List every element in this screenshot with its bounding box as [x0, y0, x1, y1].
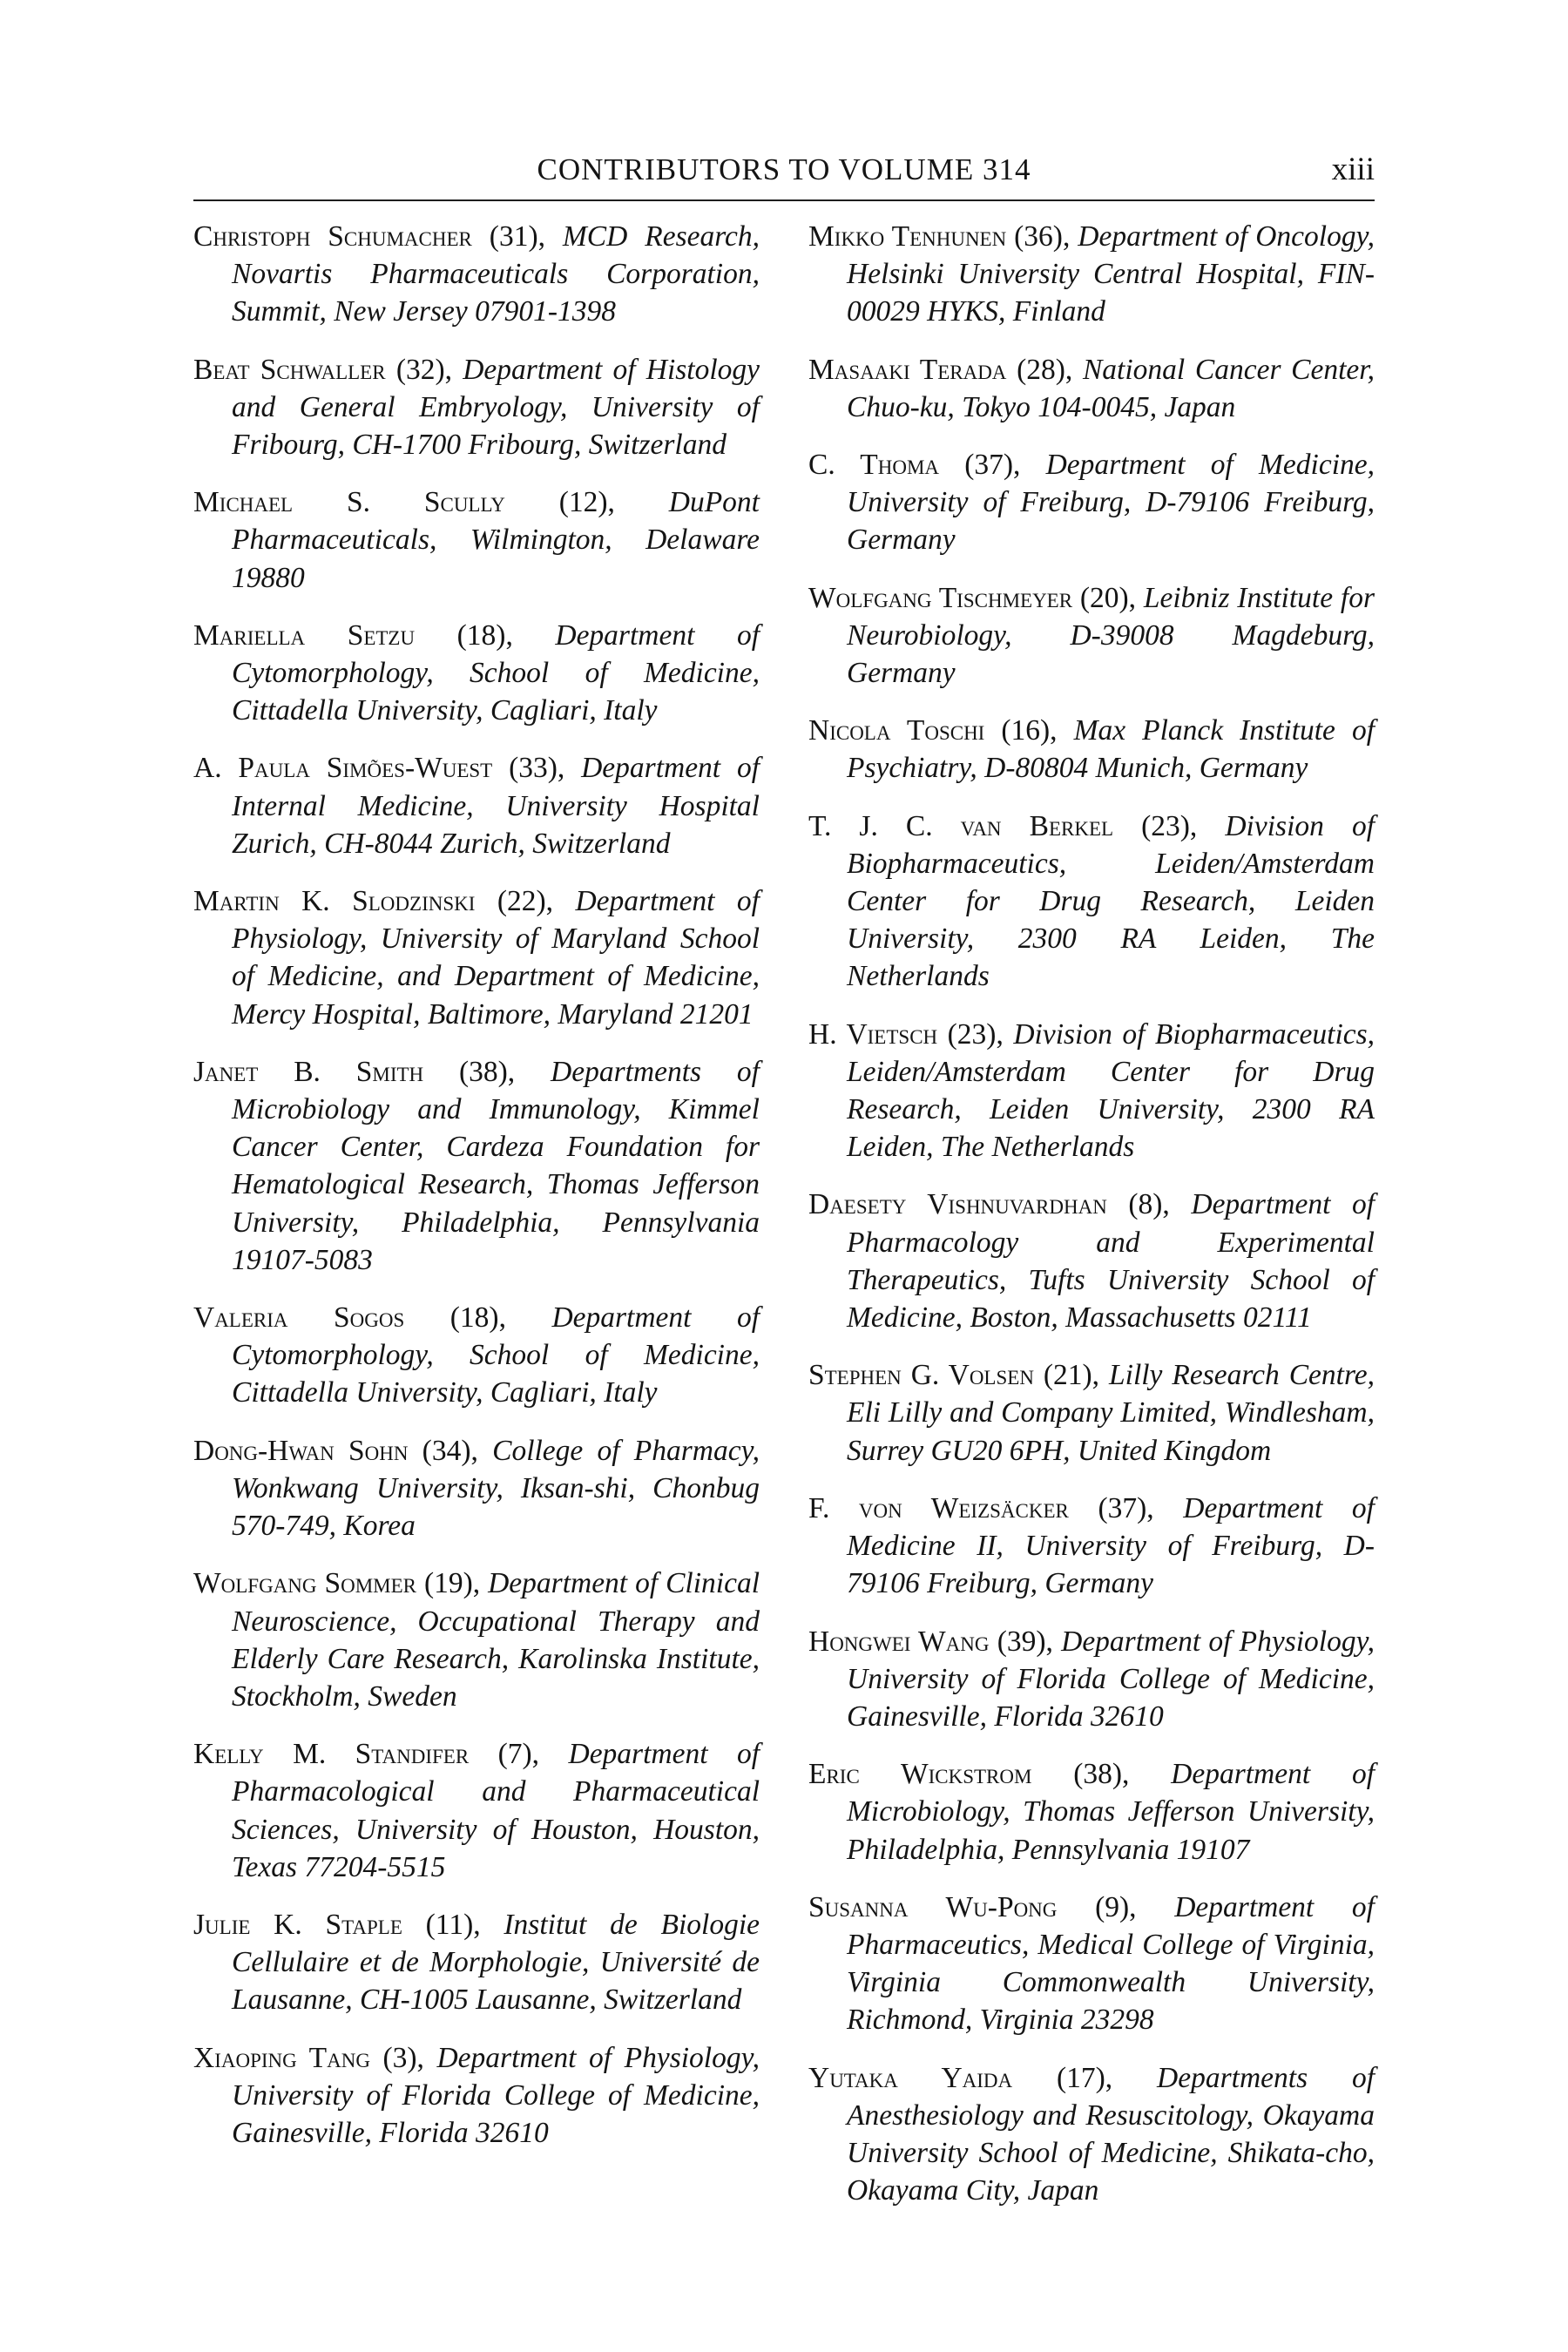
contributor-affiliation: Lilly Research Centre, Eli Lilly and Company Limited, Windlesham, Surrey GU20 6PH, United Kingdom [847, 1359, 1375, 1467]
contributor-entry [193, 1299, 760, 1412]
contributor-entry [193, 2039, 760, 2153]
chapter-number: (20), [1079, 581, 1137, 614]
page-number: xiii [1331, 152, 1375, 187]
contributor-name: T. J. C. van Berkel [808, 809, 1114, 842]
chapter-number: (34), [422, 1434, 478, 1467]
contributor-entry [808, 1889, 1375, 2039]
contributor-name: Kelly M. Standifer [193, 1738, 470, 1771]
running-title: CONTRIBUTORS TO VOLUME 314 [537, 152, 1031, 186]
contributor-entry [193, 1565, 760, 1715]
contributor-affiliation: Max Planck Institute of Psychiatry, D-80804 Munich, Germany [847, 714, 1375, 785]
contributor-affiliation: Departments of Microbiology and Immunology, Kimmel Cancer Center, Cardeza Foundation for Hematological Research, Thomas Jefferson University, Philadelphia, Pennsylvania 19107-5083 [232, 1055, 760, 1276]
contributor-entry [193, 882, 760, 1033]
contributor-entry [808, 1623, 1375, 1736]
chapter-number: (23), [947, 1017, 1004, 1051]
contributor-entry [808, 446, 1375, 559]
chapter-number: (31), [489, 220, 545, 253]
contributor-name: Christoph Schumacher [193, 220, 472, 253]
contributor-entry [808, 1016, 1375, 1166]
contributor-affiliation: Department of Cytomorphology, School of Medicine, Cittadella University, Cagliari, Italy [232, 1301, 760, 1409]
contributor-entry [808, 1356, 1375, 1470]
contributor-affiliation: Department of Physiology, University of Florida College of Medicine, Gainesville, Florida 32610 [232, 2041, 760, 2149]
contributor-affiliation: National Cancer Center, Chuo-ku, Tokyo 104-0045, Japan [847, 353, 1375, 423]
contributor-name: Nicola Toschi [808, 714, 985, 747]
contributor-entry [808, 351, 1375, 426]
contributor-affiliation: Department of Cytomorphology, School of Medicine, Cittadella University, Cagliari, Italy [232, 618, 760, 727]
chapter-number: (18), [456, 618, 513, 652]
contributor-name: Yutaka Yaida [808, 2061, 1013, 2094]
contributor-name: Janet B. Smith [193, 1055, 424, 1088]
page-header [193, 151, 1375, 196]
contributor-affiliation: Department of Medicine II, University of Freiburg, D-79106 Freiburg, Germany [847, 1491, 1375, 1600]
chapter-number: (18), [449, 1301, 506, 1335]
contributor-name: Xiaoping Tang [193, 2041, 370, 2074]
contributor-affiliation: Department of Pharmacological and Pharmaceutical Sciences, University of Houston, Houston, Texas 77204-5515 [232, 1738, 760, 1883]
contributor-name: Michael S. Scully [193, 486, 505, 519]
chapter-number: (22), [497, 885, 554, 918]
contributor-affiliation: MCD Research, Novartis Pharmaceuticals Corporation, Summit, New Jersey 07901-1398 [232, 220, 760, 328]
chapter-number: (16), [1001, 714, 1058, 747]
chapter-number: (17), [1057, 2061, 1113, 2094]
chapter-number: (32), [395, 353, 452, 386]
chapter-number: (37), [1098, 1491, 1154, 1524]
contributor-entry [808, 808, 1375, 996]
contributor-affiliation: Department of Pharmaceutics, Medical College of Virginia, Virginia Commonwealth University, Richmond, Virginia 23298 [847, 1890, 1375, 2037]
chapter-number: (37), [964, 449, 1021, 482]
contributor-entry [808, 1186, 1375, 1336]
contributor-name: Dong-Hwan Sohn [193, 1434, 409, 1467]
contributor-affiliation: Departments of Anesthesiology and Resuscitology, Okayama University School of Medicine, Shikata-cho, Okayama City, Japan [847, 2061, 1375, 2207]
contributor-affiliation: Department of Physiology, University of Maryland School of Medicine, and Department of Medicine, Mercy Hospital, Baltimore, Maryland 21201 [232, 885, 760, 1031]
contributor-entry [193, 1735, 760, 1886]
chapter-number: (21), [1043, 1359, 1100, 1392]
contributor-affiliation: Leibniz Institute for Neurobiology, D-39008 Magdeburg, Germany [847, 581, 1375, 690]
chapter-number: (36), [1014, 220, 1071, 253]
contributor-entry [808, 2059, 1375, 2210]
contributor-name: A. Paula Simões-Wuest [193, 752, 493, 785]
contributor-entry [808, 579, 1375, 693]
contributor-affiliation: Department of Clinical Neuroscience, Occupational Therapy and Elderly Care Research, Karolinska Institute, Stockholm, Sweden [232, 1567, 760, 1713]
contributor-entry [193, 218, 760, 331]
contributor-name: Mikko Tenhunen [808, 220, 1007, 253]
contributor-name: Wolfgang Sommer [193, 1567, 416, 1600]
chapter-number: (7), [497, 1738, 540, 1771]
header-rule [193, 199, 1375, 201]
chapter-number: (39), [997, 1625, 1053, 1658]
contributor-entry [193, 351, 760, 464]
chapter-number: (23), [1141, 809, 1198, 842]
contributor-affiliation: Department of Pharmacology and Experimental Therapeutics, Tufts University School of Medicine, Boston, Massachusetts 02111 [847, 1188, 1375, 1335]
contributor-name: Masaaki Terada [808, 353, 1007, 386]
contributor-name: Stephen G. Volsen [808, 1359, 1034, 1392]
contributor-name: Mariella Setzu [193, 618, 416, 652]
contributor-entry [193, 749, 760, 862]
right-column [808, 218, 1375, 2229]
contributor-affiliation: Institut de Biologie Cellulaire et de Morphologie, Université de Lausanne, CH-1005 Lausanne, Switzerland [232, 1908, 760, 2017]
contributor-affiliation: Division of Biopharmaceutics, Leiden/Amsterdam Center for Drug Research, Leiden University, 2300 RA Leiden, The Netherlands [847, 809, 1375, 993]
contributor-name: H. Vietsch [808, 1017, 938, 1051]
contributor-name: Valeria Sogos [193, 1301, 405, 1335]
contributor-affiliation: Department of Physiology, University of Florida College of Medicine, Gainesville, Florida 32610 [847, 1625, 1375, 1733]
chapter-number: (19), [423, 1567, 481, 1600]
chapter-number: (28), [1017, 353, 1073, 386]
chapter-number: (8), [1128, 1188, 1170, 1221]
contributor-entry [808, 218, 1375, 331]
contributor-affiliation: Department of Microbiology, Thomas Jefferson University, Philadelphia, Pennsylvania 19107 [847, 1758, 1375, 1866]
contributor-affiliation: Department of Medicine, University of Freiburg, D-79106 Freiburg, Germany [847, 449, 1375, 557]
contributor-affiliation: DuPont Pharmaceuticals, Wilmington, Delaware 19880 [232, 486, 760, 594]
contributor-name: Wolfgang Tischmeyer [808, 581, 1073, 614]
contributor-entry [193, 1906, 760, 2019]
contributor-affiliation: Division of Biopharmaceutics, Leiden/Amsterdam Center for Drug Research, Leiden University, 2300 RA Leiden, The Netherlands [847, 1017, 1375, 1164]
contributor-name: Susanna Wu-Pong [808, 1890, 1058, 1923]
contributor-affiliation: Department of Histology and General Embryology, University of Fribourg, CH-1700 Fribourg, Switzerland [232, 353, 760, 462]
contributor-name: F. von Weizsäcker [808, 1491, 1069, 1524]
chapter-number: (9), [1095, 1890, 1137, 1923]
contributor-entry [808, 1490, 1375, 1603]
chapter-number: (38), [459, 1055, 516, 1088]
contributor-name: Daesety Vishnuvardhan [808, 1188, 1107, 1221]
contributor-name: Eric Wickstrom [808, 1758, 1032, 1791]
contributor-name: Julie K. Staple [193, 1908, 402, 1941]
contributor-entry [193, 617, 760, 730]
contributor-name: Martin K. Slodzinski [193, 885, 476, 918]
contributor-affiliation: Department of Oncology, Helsinki University Central Hospital, FIN-00029 HYKS, Finland [847, 220, 1375, 328]
contributor-name: C. Thoma [808, 449, 940, 482]
contributor-name: Hongwei Wang [808, 1625, 990, 1658]
contributor-affiliation: Department of Internal Medicine, University Hospital Zurich, CH-8044 Zurich, Switzerland [232, 752, 760, 860]
chapter-number: (38), [1073, 1758, 1130, 1791]
chapter-number: (3), [382, 2041, 424, 2074]
contributor-entry [808, 712, 1375, 787]
contributor-entry [193, 483, 760, 597]
contributor-name: Beat Schwaller [193, 353, 386, 386]
contributor-entry [193, 1053, 760, 1279]
contributor-affiliation: College of Pharmacy, Wonkwang University, Iksan-shi, Chonbug 570-749, Korea [232, 1434, 760, 1543]
contributor-entry [808, 1755, 1375, 1869]
contributor-entry [193, 1432, 760, 1545]
chapter-number: (12), [558, 486, 615, 519]
chapter-number: (33), [509, 752, 565, 785]
left-column [193, 218, 760, 2172]
chapter-number: (11), [425, 1908, 481, 1941]
